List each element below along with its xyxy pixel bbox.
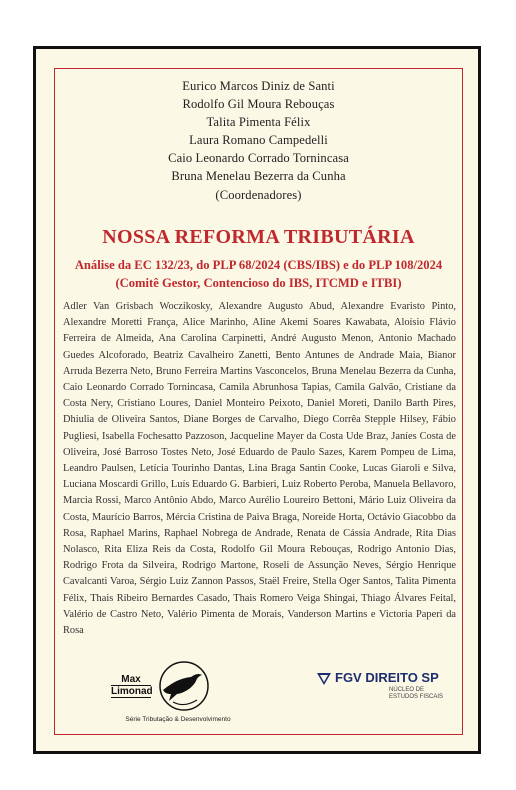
partner-name: FGV DIREITO SP bbox=[335, 670, 439, 685]
cover-frame bbox=[54, 68, 463, 735]
book-cover bbox=[33, 46, 481, 754]
publisher-name-line2: Limonad bbox=[111, 686, 153, 697]
logos-row bbox=[55, 656, 462, 726]
book-subtitle: Análise da EC 132/23, do PLP 68/2024 (CBS/IBS) e do PLP 108/2024 (Comitê Gestor, Contencioso do IBS, ITCMD e ITBI) bbox=[74, 258, 443, 290]
partner-unit-line1: NÚCLEO DE bbox=[389, 687, 425, 693]
coordinators-label: (Coordenadores) bbox=[215, 187, 302, 202]
coordinator-name: Talita Pimenta Félix bbox=[206, 115, 311, 130]
coordinator-name: Eurico Marcos Diniz de Santi bbox=[182, 79, 335, 93]
partner-unit bbox=[389, 687, 443, 701]
publisher-name-line1: Max bbox=[121, 674, 141, 685]
coordinator-name: Laura Romano Campedelli bbox=[189, 133, 328, 148]
coordinator-name: Bruna Menelau Bezerra da Cunha bbox=[171, 169, 346, 184]
publisher-name bbox=[111, 674, 151, 698]
authors-list: Adler Van Grisbach Woczikosky, Alexandre Augusto Abud, Alexandre Evaristo Pinto, Alexandre Moretti França, Alice Marinho, Aline Akemi Soares Kawabata, Aloísio Flávio Ferreira de Almeida, Ana Carolina Carpinetti, André Augusto Menon, Antonio Machado Guedes Alcoforado, Beatriz Cavalheiro Zanetti, Bento Antunes de Andrade Maia, Bianor Arruda Bezerra Neto, Bruno Ferreira Martins Vasconcelos, Bruna Menelau Bezerra da Cunha, Caio Leonardo Corrado Tornincasa, Camila Abrunhosa Tapias, Camila Galvão, Cristiane da Costa Nery, Cristiano Loures, Daniel Monteiro Peixoto, Daniel Moreti, Danilo Barth Pires, Dhiulia de Oliveira Santos, Diane Borges de Carvalho, Diego Corrêa Stepple Hilsey, Fábio Pugliesi, Isabella Fochesatto Pazzoson, Jacqueline Mayer da Costa Ude Braz, Janíes Costa de Oliveira, José Barroso Tostes Neto, José Eduardo de Paulo Sazes, Karem Pompeu de Lima, Leandro Paulsen, Letícia Tourinho Dantas, Lina Braga Santin Cooke, Lucas Giaroli e Silva, Luciana Moscardi Grillo, Luís Eduardo G. Barbieri, Luiz Roberto Peroba, Manuela Bellavoro, Marcia Rossi, Marco Antônio Abdo, Marco Aurélio Loureiro Bettoni, Mário Luiz Oliveira da Costa, Maurício Barros, Mércia Cristina de Paiva Braga, Noreide Horta, Octávio Giacobbo da Rosa, Raphael Marins, Raphael Nobrega de Andrade, Renata de Cássia Andrade, Rita Dias Nolasco, Rita Eliza Reis da Costa, Rodolfo Gil Moura Rebouças, Rodrigo Antonio Dias, Rodrigo Frota da Silveira, Rodrigo Martone, Roseli de Assunção Neves, Sérgio Henrique Cavalcanti Varoa, Sérgio Luiz Zannon Passos, Staël Freire, Stella Oger Santos, Talita Pimenta Félix, Thais Ribeiro Bernardes Casado, Thais Romero Veiga Shingai, Thiago Álvares Feital, Valério de Castro Neto, Valério Pimenta de Morais, Vanderson Martins e Victoria Paperi da Rosa bbox=[63, 301, 457, 637]
publisher-logo bbox=[103, 660, 253, 726]
coordinator-name: Caio Leonardo Corrado Tornincasa bbox=[168, 151, 349, 166]
coordinator-name: Rodolfo Gil Moura Rebouças bbox=[182, 97, 335, 112]
coordinators-block bbox=[55, 77, 462, 204]
raven-logo-icon bbox=[155, 660, 213, 712]
fgv-mark-icon bbox=[317, 673, 331, 685]
partner-unit-line2: ESTUDOS FISCAIS bbox=[389, 694, 444, 700]
book-title: NOSSA REFORMA TRIBUTÁRIA bbox=[102, 226, 415, 248]
series-name: Série Tributação & Desenvolvimento bbox=[125, 716, 231, 723]
partner-logo bbox=[317, 670, 457, 714]
